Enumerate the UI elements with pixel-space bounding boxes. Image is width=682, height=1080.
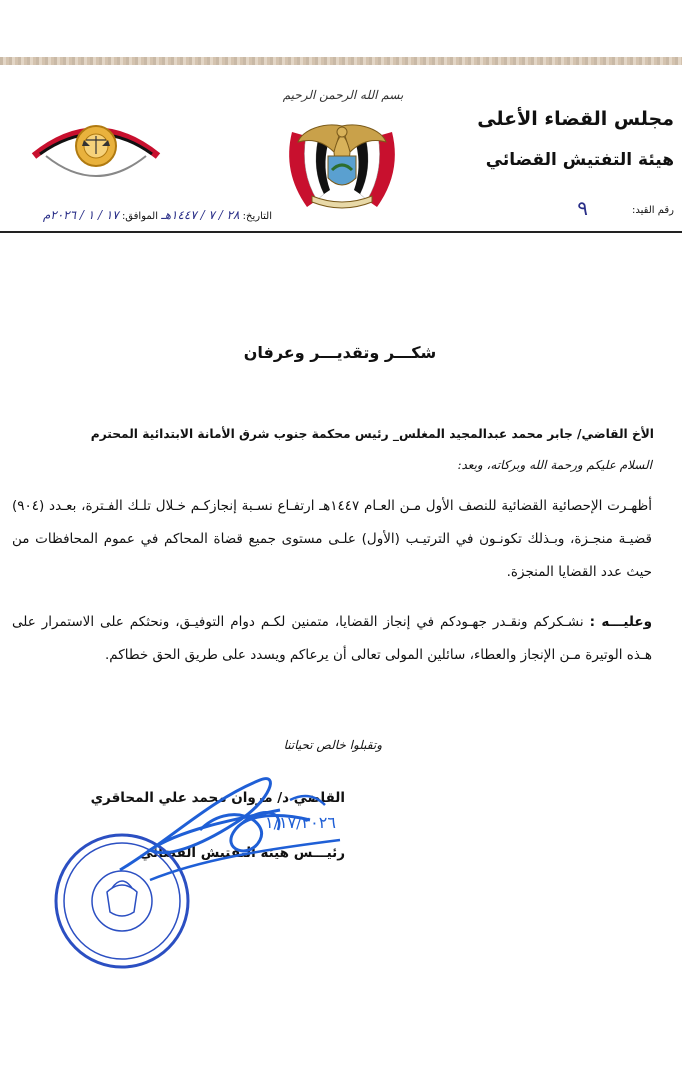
paper-torn-edge — [0, 57, 682, 65]
signer-name: القاضي د/ مروان محمد علي المحاقري — [90, 790, 345, 806]
basmala: بسم الله الرحمن الرحيم — [282, 88, 404, 102]
greeting: السلام عليكم ورحمة الله وبركاته، وبعد: — [457, 458, 652, 472]
authority-name: هيئة التفتيش القضائي — [485, 150, 674, 170]
letter-subject: شكـــر وتقديـــر وعرفان — [243, 343, 437, 362]
handwritten-signature — [110, 760, 390, 890]
date-middle-label: الموافق: — [121, 211, 158, 222]
yemen-emblem-icon — [272, 112, 412, 216]
bottom-margin — [0, 1040, 682, 1080]
date-hijri: ٢٨ / ٧ / ١٤٤٧هـ — [161, 208, 240, 222]
paragraph-1: أظهـرت الإحصائية القضائية للنصف الأول مـن العـام ١٤٤٧هـ ارتفـاع نسـبة إنجازكـم خـلال تلـك الفـترة، بعـدد (٩٠٤) قضيـة منجـزة، وبـذلك تكونـون في الترتيـب (الأول) علـى مستوى جميع قضاة المحاكم في عموم المحافظات من حيث عدد القضايا المنجزة. — [12, 498, 652, 580]
inspection-authority-logo-icon — [26, 112, 166, 202]
date-gregorian: ١٧ / ١ / ٢٠٢٦م — [42, 208, 119, 222]
date-line — [10, 208, 272, 222]
signature-date: ١/١٧/٢٠٢٦ — [265, 813, 336, 832]
paragraph-2-lead: وعليـــه : — [589, 614, 652, 630]
council-name: مجلس القضاء الأعلى — [477, 108, 674, 130]
reference-label: رقم القيد: — [632, 205, 674, 216]
addressee: الأخ القاضي/ جابر محمد عبدالمجيد المغلس_ رئيس محكمة جنوب شرق الأمانة الابتدائية المحترم — [90, 427, 654, 441]
reference-number: ٩ — [577, 196, 588, 220]
top-margin — [0, 0, 682, 57]
paragraph-2 — [12, 606, 652, 672]
paragraph-2-body: نشـكركم ونقـدر جهـودكم في إنجاز القضايا، متمنين لكـم دوام التوفيـق، ونحثكم على الاستمرار على هـذه الوتيرة مـن الإنجاز والعطاء، سائلين المولى تعالى أن يرعاكم ويسدد على طريق الحق خطاكم. — [12, 614, 652, 663]
signer-title: رئيـــس هيئة التفتيش القضائي — [139, 845, 345, 861]
header-divider — [0, 231, 682, 233]
closing: وتقبلوا خالص تحياتنا — [283, 738, 382, 752]
date-label: التاريخ: — [242, 211, 272, 222]
